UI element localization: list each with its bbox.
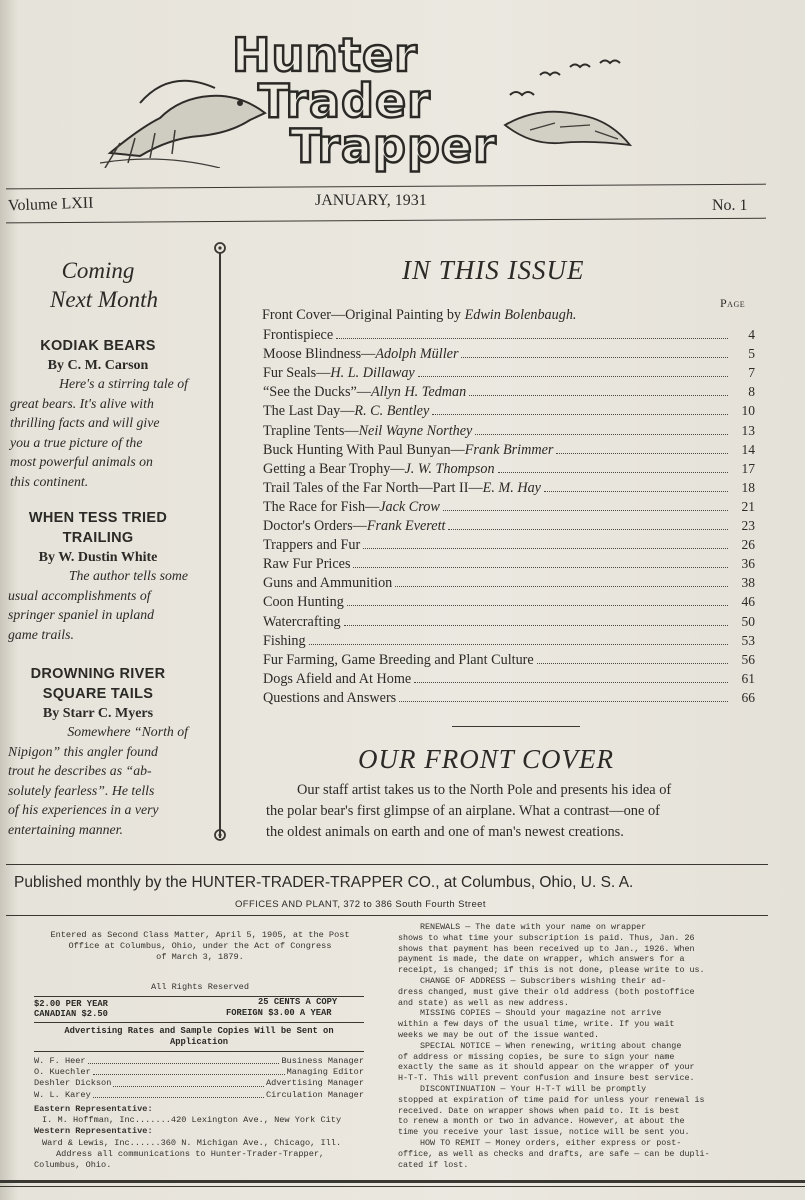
story-heading: DROWNING RIVER — [30, 666, 166, 682]
notice-line: and state) as well as new address. — [398, 997, 569, 1008]
toc-entry-title-text: Guns and Ammunition — [263, 575, 393, 592]
front-cover-line: the oldest animals on earth and one of man's newest creations. — [266, 824, 624, 840]
toc-entry — [263, 365, 755, 384]
notice-line: exactly the same as it should appear on the wrapper of your — [398, 1062, 695, 1073]
toc-entry-title — [263, 423, 472, 440]
toc-leader-dots — [399, 692, 728, 702]
ducks-illustration-icon — [500, 55, 640, 155]
toc-entry-title — [263, 594, 344, 611]
staff-row — [34, 1067, 364, 1078]
fineprint-rule — [34, 1022, 364, 1023]
toc-entry-title — [263, 556, 350, 573]
toc-entry-title-text: Frontispiece — [263, 327, 334, 343]
masthead-trader: Trader — [258, 74, 431, 128]
toc-entry — [263, 518, 755, 537]
notice-line: received. Date on wrapper shows when paid to. It is best — [398, 1105, 680, 1116]
toc-entry-title-text: The Race for Fish— — [263, 498, 380, 515]
toc-entry — [263, 537, 755, 556]
story-heading: SQUARE TAILS — [42, 686, 154, 702]
toc-entry-page: 4 — [748, 327, 755, 342]
staff-name: W. F. Heer — [34, 1056, 86, 1066]
toc-entry-author: R. C. Bentley — [354, 403, 430, 420]
notice-line: within a few days of the usual time, write. If you wait — [398, 1019, 675, 1030]
toc-entry-title — [263, 346, 458, 363]
toc-entry-title-text: Raw Fur Prices — [263, 556, 351, 573]
price-copy: 25 CENTS A COPY — [258, 997, 338, 1007]
toc-entry-title-text: Trappers and Fur — [263, 537, 361, 554]
toc-entry-author: E. M. Hay — [482, 479, 541, 496]
toc-leader-dots — [336, 329, 728, 339]
toc-entry — [263, 690, 755, 709]
toc-entry-title-text: Dogs Afield and At Home — [263, 670, 412, 687]
story-desc-line: game trails. — [8, 626, 74, 642]
notice-line: RENEWALS — The date with your name on wrapper — [420, 922, 647, 932]
toc-entry — [263, 346, 755, 365]
staff-role: Business Manager — [281, 1056, 364, 1066]
notice-line: cated if lost. — [398, 1159, 469, 1170]
masthead-hunter: Hunter — [232, 28, 418, 82]
notice-line: HOW TO REMIT — Money orders, either express or post- — [420, 1137, 682, 1148]
toc-entry-author: Jack Crow — [379, 498, 440, 515]
toc-entry-author: Neil Wayne Northey — [358, 422, 473, 439]
toc-entry-page: 8 — [748, 384, 755, 400]
column-divider — [219, 258, 221, 838]
entry-line: Office at Columbus, Ohio, under the Act of Congress — [68, 941, 332, 952]
notice-line: to renew a month or two in advance. However, at about the — [398, 1116, 685, 1127]
toc-entry-title-text: Fishing — [263, 632, 306, 649]
story-desc-line: Nipigon” this angler found — [8, 743, 158, 759]
notice-line: MISSING COPIES — Should your magazine not arrive — [420, 1008, 662, 1019]
toc-entry-title-text: Trail Tales of the Far North—Part II— — [263, 479, 483, 496]
toc-entry-title — [263, 633, 306, 650]
notice-line: dress changed, must give their old address (both postoffice — [398, 986, 695, 997]
story-kodiak — [8, 336, 188, 491]
toc-entry-title-text: Buck Hunting With Paul Bunyan— — [263, 441, 465, 458]
toc-entry-title — [263, 442, 553, 459]
toc-entry-author: Adolph Müller — [375, 346, 459, 363]
toc-leader-dots — [461, 348, 728, 358]
toc-entry-page: 7 — [748, 365, 755, 381]
toc-front-cover — [262, 307, 576, 324]
toc-leader-dots — [363, 539, 728, 549]
toc-entry-title-text: Trapline Tents— — [263, 422, 359, 439]
section-rule — [452, 726, 580, 727]
toc-entry — [263, 652, 755, 671]
notice-line: CHANGE OF ADDRESS — Subscribers wishing their ad- — [420, 975, 667, 986]
toc-entry-page: 53 — [741, 632, 755, 648]
fineprint-rule — [34, 1051, 364, 1052]
story-desc-line: entertaining manner. — [8, 821, 123, 837]
toc-entry-page: 36 — [741, 556, 755, 572]
toc-leader-dots — [537, 654, 728, 664]
toc-entry-title — [263, 575, 392, 592]
toc-entry-author: Frank Brimmer — [464, 441, 554, 458]
staff-row — [34, 1090, 364, 1101]
toc-entry-title — [263, 690, 396, 707]
toc-leader-dots — [353, 558, 728, 568]
western-rep-label: Western Representative: — [34, 1126, 153, 1137]
toc-entry-title-text: Doctor's Orders— — [263, 518, 367, 534]
story-desc-line: you a true picture of the — [10, 434, 143, 450]
issue-number: No. 1 — [712, 197, 748, 214]
front-cover-line: the polar bear's first glimpse of an airplane. What a contrast—one of — [266, 803, 660, 819]
coming-title-line1: Coming — [61, 258, 135, 283]
toc-leader-dots — [443, 501, 728, 511]
toc-entry-page: 23 — [741, 518, 755, 533]
eastern-rep: I. M. Hoffman, Inc.......420 Lexington Ave., New York City — [42, 1115, 342, 1126]
toc-entry-page: 5 — [748, 346, 755, 362]
price-canadian: CANADIAN $2.50 — [34, 1009, 108, 1019]
eastern-rep-label: Eastern Representative: — [34, 1104, 153, 1114]
entry-line: of March 3, 1879. — [156, 952, 244, 963]
story-desc-line: springer spaniel in upland — [8, 607, 155, 622]
toc-entry-title — [263, 365, 415, 382]
story-byline: By W. Dustin White — [38, 550, 158, 565]
toc-entry — [263, 594, 755, 613]
staff-leader-dots — [93, 1067, 285, 1075]
story-desc-line: of his experiences in a very — [8, 802, 159, 817]
story-heading: WHEN TESS TRIED — [28, 510, 168, 526]
toc-entry-page: 17 — [741, 460, 755, 476]
staff-leader-dots — [113, 1078, 264, 1086]
coming-title-line2: Next Month — [50, 287, 158, 312]
toc-entry — [263, 499, 755, 518]
toc-entry — [263, 403, 755, 422]
toc-leader-dots — [347, 596, 728, 606]
story-heading: TRAILING — [62, 530, 134, 546]
toc-leader-dots — [344, 616, 728, 626]
story-desc-line: usual accomplishments of — [8, 587, 151, 603]
toc-entry-title — [263, 537, 360, 554]
staff-leader-dots — [88, 1056, 280, 1064]
toc-entry-title — [263, 480, 541, 497]
toc-leader-dots — [498, 463, 728, 473]
publisher-rule-bottom — [6, 915, 768, 916]
toc-entry — [263, 556, 755, 575]
toc-entry — [263, 633, 755, 652]
staff-role: Circulation Manager — [266, 1089, 364, 1100]
toc-entry-title — [263, 403, 429, 420]
entry-notice — [40, 930, 360, 964]
toc-entry-author: H. L. Dillaway — [330, 365, 415, 382]
publisher-offices: OFFICES AND PLANT, 372 to 386 South Fourth Street — [235, 899, 486, 910]
staff-name: Deshler Dickson — [34, 1078, 112, 1089]
toc-leader-dots — [544, 482, 728, 492]
issue-date: JANUARY, 1931 — [315, 192, 427, 209]
story-drowning-river — [8, 664, 188, 839]
story-desc-line: thrilling facts and will give — [10, 415, 160, 430]
toc-leader-dots — [395, 577, 728, 587]
staff-name: O. Kuechler — [34, 1067, 91, 1078]
notice-line: shows that payment has been received up to Jan., 1926. When — [398, 943, 695, 954]
toc-entry-page: 10 — [741, 403, 755, 419]
advertising-notice — [34, 1026, 364, 1048]
toc-leader-dots — [418, 367, 728, 377]
toc-leader-dots — [309, 635, 728, 645]
toc-entry-page: 26 — [741, 537, 755, 553]
staff-name: W. L. Karey — [34, 1089, 91, 1100]
coming-next-month — [8, 256, 188, 314]
toc-entry-title — [263, 614, 341, 631]
front-cover-artist: Edwin Bolenbaugh. — [464, 307, 577, 323]
toc-entry-title-text: The Last Day— — [263, 403, 355, 420]
story-desc-line: this continent. — [10, 473, 89, 489]
toc-entry-page: 21 — [741, 498, 755, 514]
top-rule — [6, 184, 766, 190]
toc-entry — [263, 671, 755, 690]
story-byline: By Starr C. Myers — [42, 706, 154, 721]
toc-leader-dots — [475, 425, 728, 435]
scroll-ornament-icon — [211, 818, 229, 844]
toc-entry — [263, 327, 755, 346]
staff-role: Managing Editor — [286, 1067, 364, 1078]
advertising-line: Advertising Rates and Sample Copies Will be Sent on — [64, 1026, 334, 1036]
story-byline: By C. M. Carson — [47, 358, 149, 373]
notice-line: DISCONTINUATION — Your H-T-T will be promptly — [420, 1083, 647, 1094]
toc-leader-dots — [448, 520, 728, 530]
masthead-trapper: Trapper — [290, 119, 497, 173]
toc-leader-dots — [469, 386, 728, 396]
staff-row — [34, 1056, 364, 1067]
address-line: Columbus, Ohio. — [34, 1160, 112, 1171]
story-heading: KODIAK BEARS — [40, 338, 156, 354]
toc-entry — [263, 614, 755, 633]
toc-entry-title — [263, 652, 534, 669]
price-year: $2.00 PER YEAR — [34, 999, 108, 1009]
toc-leader-dots — [556, 444, 728, 454]
toc-entry — [263, 423, 755, 442]
toc-entry-title-text: Moose Blindness— — [263, 346, 376, 363]
notice-line: receipt, is changed; if this is not done, please write to us. — [398, 965, 705, 976]
toc-entry-title — [263, 327, 333, 344]
toc-entry-page: 13 — [741, 422, 755, 438]
staff-leader-dots — [93, 1090, 264, 1098]
toc-title: IN THIS ISSUE — [402, 255, 585, 285]
toc-entry-page: 14 — [741, 441, 755, 457]
staff-list — [34, 1056, 364, 1101]
toc-entry — [263, 575, 755, 594]
notice-line: shows to what time your subscription is paid. Thus, Jan. 26 — [398, 932, 695, 943]
story-desc-line: Here's a stirring tale of — [59, 376, 188, 391]
notice-line: H-T-T. This will prevent confusion and insure best service. — [398, 1073, 695, 1084]
story-desc-line: Somewhere “North of — [67, 724, 188, 739]
toc-entry-title-text: Fur Seals— — [263, 365, 331, 382]
toc-entry-author: J. W. Thompson — [404, 460, 495, 477]
publisher-rule-top — [6, 864, 768, 865]
toc-entry-page: 61 — [741, 670, 755, 686]
toc-entry-title — [263, 518, 445, 535]
toc-entry — [263, 480, 755, 499]
toc-entry-page: 18 — [741, 479, 755, 495]
front-cover-line: Our staff artist takes us to the North Pole and presents his idea of — [297, 782, 672, 798]
notice-line: weeks we may be out of the issue wanted. — [398, 1029, 600, 1040]
issue-bar-rule — [6, 218, 766, 224]
toc-entry-title-text: Questions and Answers — [263, 689, 397, 706]
toc-entry-title-text: “See the Ducks”— — [263, 384, 371, 401]
advertising-line: Application — [169, 1037, 229, 1047]
toc-entry-page: 46 — [741, 594, 755, 610]
notice-line: of address or missing copies, be sure to sign your name — [398, 1051, 675, 1062]
toc-entry-page: 66 — [741, 689, 755, 705]
western-rep: Ward & Lewis, Inc......360 N. Michigan Ave., Chicago, Ill. — [42, 1137, 342, 1148]
toc-entry-page: 38 — [741, 575, 755, 591]
bottom-rule-thin — [0, 1186, 805, 1187]
front-cover-title: OUR FRONT COVER — [358, 744, 614, 774]
story-desc-line: great bears. It's alive with — [10, 395, 154, 411]
staff-row — [34, 1078, 364, 1089]
notice-line: payment is made, the date on wrapper, which answers for a — [398, 954, 685, 965]
toc-entry-title — [263, 461, 495, 478]
volume-label: Volume LXII — [7, 194, 94, 215]
toc-entry-title-text: Getting a Bear Trophy— — [263, 460, 405, 477]
toc-leader-dots — [414, 673, 728, 683]
toc-entry-title — [263, 384, 466, 401]
toc-entry-author: Allyn H. Tedman — [370, 384, 467, 401]
notice-line: SPECIAL NOTICE — When renewing, writing about change — [420, 1040, 682, 1051]
staff-role: Advertising Manager — [266, 1078, 364, 1089]
toc-entry-author: Frank Everett — [366, 518, 446, 534]
price-foreign: FOREIGN $3.00 A YEAR — [226, 1008, 332, 1018]
address-line: Address all communications to Hunter-Trader-Trapper, — [56, 1148, 325, 1159]
scroll-ornament-icon — [211, 240, 229, 264]
toc-leader-dots — [432, 405, 728, 415]
story-tess — [8, 508, 188, 644]
notice-line: office, as well as checks and drafts, are safe — can be dupli- — [398, 1148, 710, 1159]
toc-entry-title-text: Coon Hunting — [263, 594, 344, 611]
story-desc-line: The author tells some — [68, 568, 188, 583]
toc-entry-page: 56 — [741, 651, 755, 667]
subscription-notices — [398, 922, 738, 1170]
toc-entry-title-text: Watercrafting — [263, 613, 341, 630]
story-desc-line: solutely fearless”. He tells — [8, 782, 155, 798]
notice-line: stopped at expiration of time paid for unless your renewal is — [398, 1094, 705, 1105]
publisher-line: Published monthly by the HUNTER-TRADER-TRAPPER CO., at Columbus, Ohio, U. S. A. — [14, 874, 634, 891]
toc-entry — [263, 442, 755, 461]
toc-entry — [263, 384, 755, 403]
story-desc-line: trout he describes as “ab- — [8, 763, 152, 778]
toc-entry — [263, 461, 755, 480]
bottom-rule — [0, 1180, 805, 1183]
rights-reserved: All Rights Reserved — [151, 982, 249, 992]
toc-entry-page: 50 — [741, 613, 755, 629]
toc-entry-title-text: Fur Farming, Game Breeding and Plant Culture — [263, 651, 534, 668]
notice-line: time you receive your last issue, notice will be sent you. — [398, 1127, 690, 1138]
entry-line: Entered as Second Class Matter, April 5, 1905, at the Post — [50, 930, 350, 940]
toc-page-label: Page — [720, 296, 746, 310]
story-desc-line: most powerful animals on — [10, 454, 153, 469]
toc-entry-title — [263, 671, 411, 688]
front-cover-text: Front Cover—Original Painting by — [262, 307, 465, 323]
toc-entry-title — [263, 499, 440, 516]
representatives — [34, 1104, 366, 1171]
